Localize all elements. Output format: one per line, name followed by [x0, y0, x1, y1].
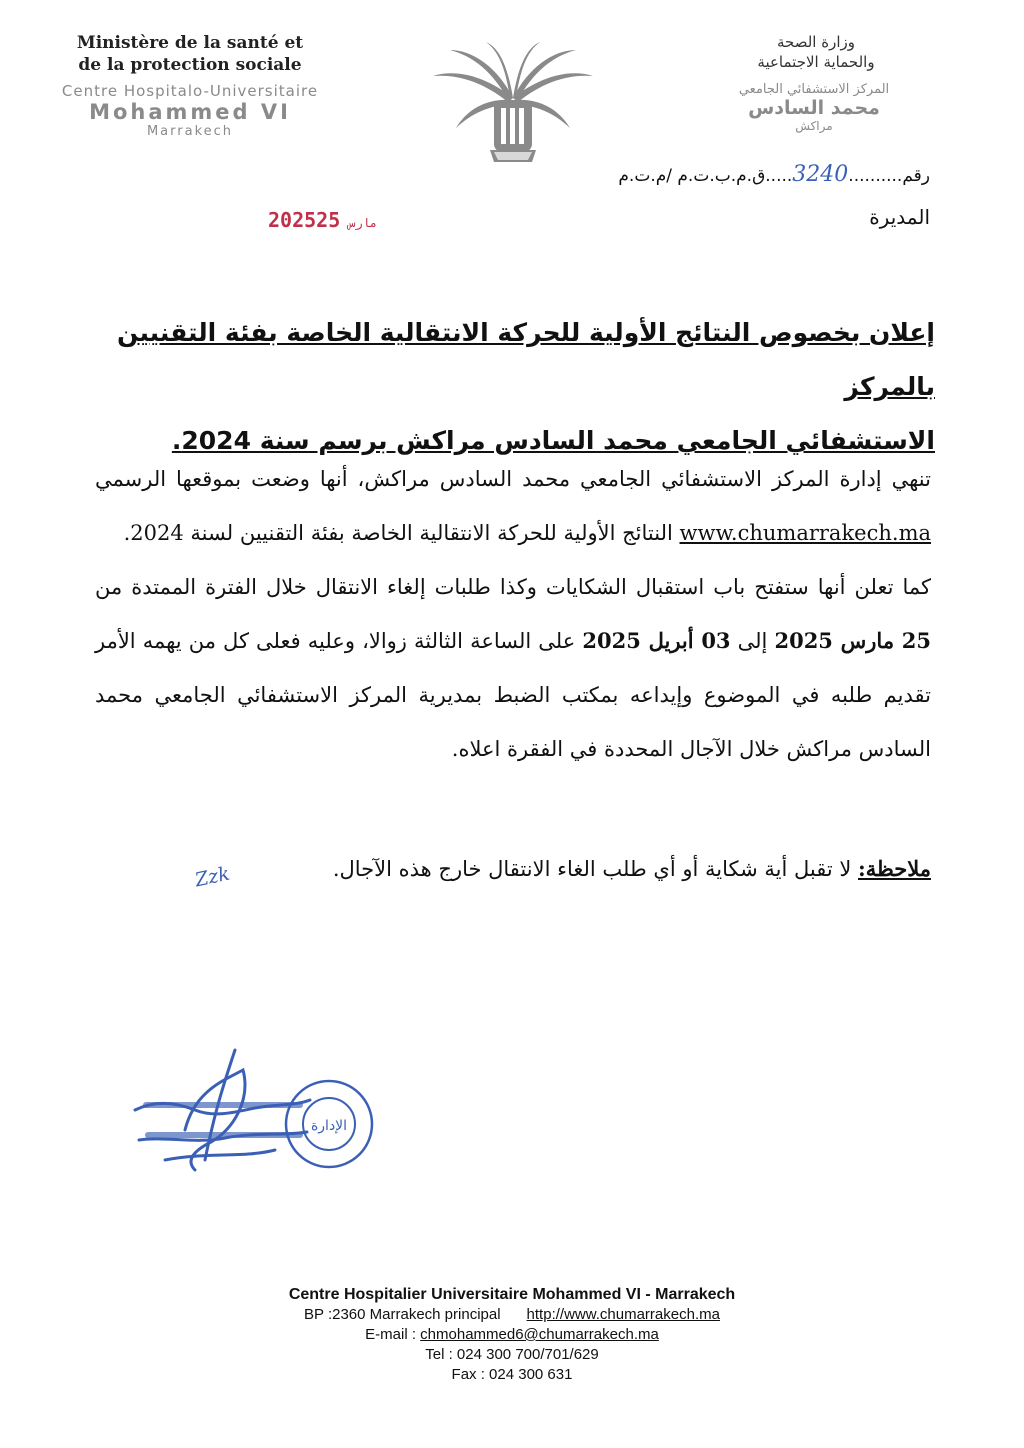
- reference-dots-1: ..........: [848, 166, 903, 186]
- website-link[interactable]: www.chumarrakech.ma: [679, 521, 931, 545]
- body-paragraph-2: [95, 560, 931, 776]
- reference-label: رقم: [902, 166, 930, 186]
- p2-to: إلى: [730, 629, 775, 653]
- date-stamp-day: 25: [316, 208, 341, 232]
- p2-text-start: كما تعلن أنها ستفتح باب استقبال الشكايات وكذا طلبات إلغاء الانتقال خلال الفترة الممتدة من: [95, 575, 931, 599]
- note: [333, 856, 931, 881]
- stamp-center-text: الإدارة: [310, 1118, 348, 1134]
- centre-name-fr: [30, 82, 350, 139]
- p1-text-start: تنهي إدارة المركز الاستشفائي الجامعي محمد السادس مراكش، أنها وضعت بموقعها الرسمي: [95, 467, 931, 491]
- centre-line-2: Mohammed VI: [89, 100, 291, 124]
- note-label: ملاحظة:: [858, 856, 931, 881]
- ministry-line-1: Ministère de la santé et: [76, 33, 304, 53]
- centre-name-ar: [674, 82, 954, 133]
- ministry-ar-line-2: والحماية الاجتماعية: [757, 53, 875, 71]
- centre-ar-line-3: مراكش: [795, 119, 833, 133]
- date-stamp: [268, 208, 385, 232]
- date-stamp-year: 2025: [268, 208, 317, 232]
- administration-round-stamp: [283, 1078, 375, 1170]
- reference-number: [618, 162, 930, 187]
- p2-text-end: على الساعة الثالثة زوالا، وعليه فعلى كل من يهمه الأمر تقديم طلبه في الموضوع وإيداعه بمكتب الضبط بمديرية المركز الاستشفائي الجامعي محمد السادس مراكش خلال الآجال المحددة في الفقرة اعلاه.: [95, 629, 931, 761]
- footer-website-link[interactable]: http://www.chumarrakech.ma: [526, 1306, 720, 1323]
- palm-tree-emblem-icon: [428, 38, 598, 166]
- date-to: 03 أبريل 2025: [582, 628, 731, 653]
- issuer: المديرة: [869, 205, 930, 229]
- footer-tel: Tel : 024 300 700/701/629: [425, 1346, 599, 1363]
- centre-line-3: Marrakech: [146, 124, 234, 139]
- footer-fax: Fax : 024 300 631: [451, 1366, 573, 1383]
- footer-email: [0, 1325, 1024, 1345]
- handwritten-initials: Zzk: [193, 862, 232, 892]
- ministry-name-fr: [30, 32, 350, 76]
- date-from: 25 مارس 2025: [774, 628, 932, 653]
- footer: [0, 1285, 1024, 1385]
- footer-bp: BP :2360 Marrakech principal: [304, 1306, 501, 1323]
- centre-line-1: Centre Hospitalo-Universitaire: [61, 82, 319, 100]
- body-paragraph-1: [95, 452, 931, 560]
- date-stamp-month: مارس: [348, 216, 378, 230]
- reference-dots-2: .....: [765, 166, 793, 186]
- footer-email-label: E-mail :: [365, 1326, 421, 1343]
- title-line-1: إعلان بخصوص النتائج الأولية للحركة الانتقالية الخاصة بفئة التقنيين بالمركز: [116, 318, 935, 401]
- announcement-title: [95, 306, 935, 468]
- footer-email-link[interactable]: chmohammed6@chumarrakech.ma: [420, 1326, 659, 1343]
- reference-code: ق.م.ب.ت.م /م.ت.م: [618, 166, 766, 186]
- footer-institution: Centre Hospitalier Universitaire Mohammed VI - Marrakech: [288, 1286, 736, 1303]
- ministry-line-2: de la protection sociale: [78, 55, 302, 75]
- p1-text-end: النتائج الأولية للحركة الانتقالية الخاصة بفئة التقنيين لسنة 2024.: [123, 521, 680, 545]
- announcement-body: [95, 452, 931, 776]
- ministry-name-ar: [696, 32, 936, 72]
- centre-ar-line-1: المركز الاستشفائي الجامعي: [738, 82, 890, 97]
- centre-ar-line-2: محمد السادس: [748, 97, 880, 119]
- ministry-ar-line-1: وزارة الصحة: [777, 33, 855, 51]
- title-line-2: الاستشفائي الجامعي محمد السادس مراكش برسم سنة 2024.: [171, 426, 935, 455]
- note-text: لا تقبل أية شكاية أو أي طلب الغاء الانتقال خارج هذه الآجال.: [332, 857, 858, 881]
- footer-address: [0, 1305, 1024, 1325]
- reference-handwritten-number: 3240: [792, 162, 849, 187]
